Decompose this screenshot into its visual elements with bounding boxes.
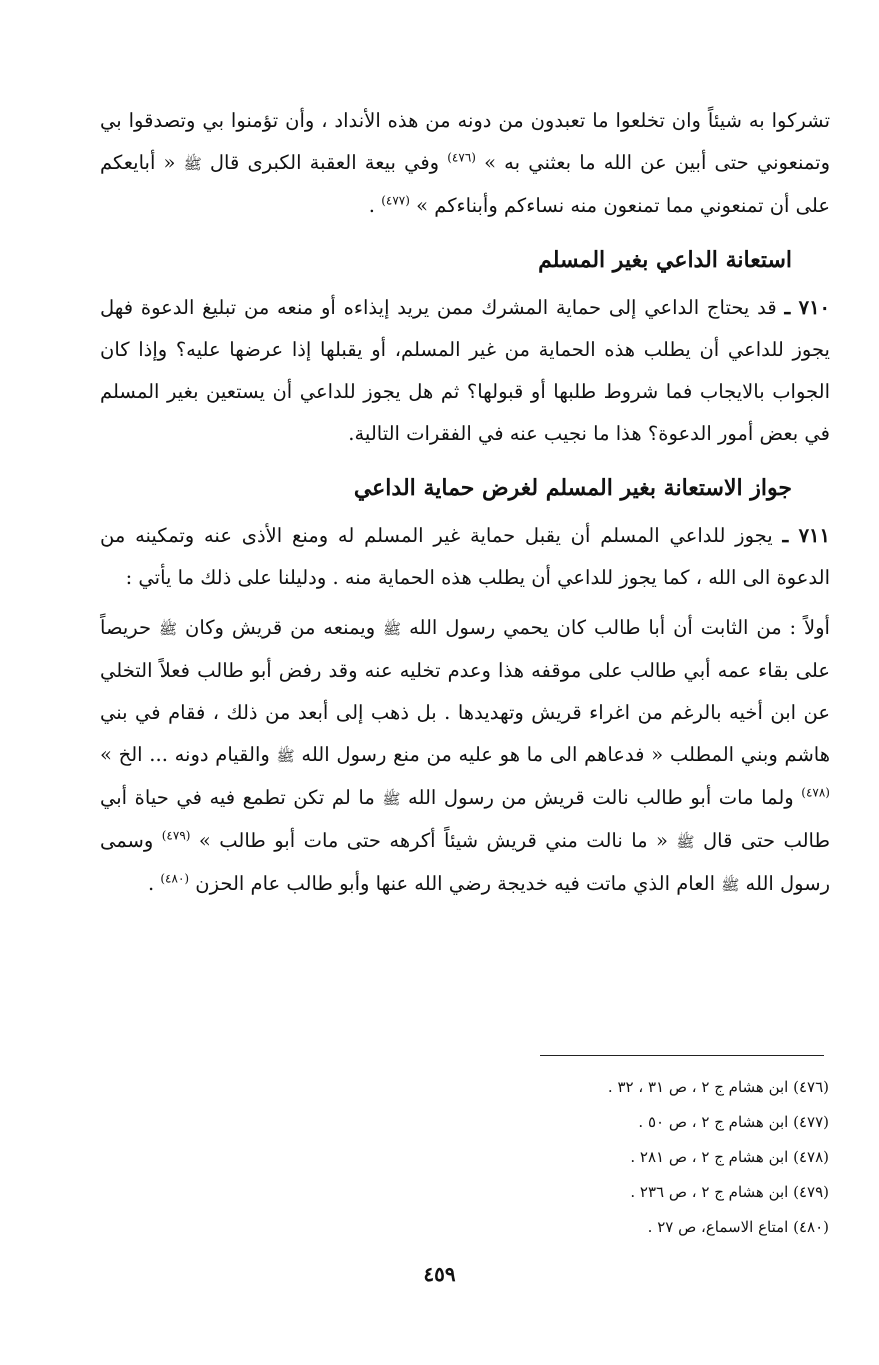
footnote: (٤٨٠) امتاع الاسماع، ص ٢٧ . bbox=[647, 1218, 829, 1236]
footnote-divider bbox=[540, 1055, 824, 1056]
footnotes bbox=[499, 1070, 829, 1245]
paragraph-text: ما لم تكن تطمع فيه في حياة أبي طالب حتى قال bbox=[100, 786, 830, 852]
paragraph-text: . bbox=[368, 194, 375, 217]
paragraph-text: تشركوا به شيئاً وان تخلعوا ما تعبدون من دونه من هذه الأنداد ، وأن تؤمنوا بي وتصدقوا بي وتمنعوني حتى أبين عن الله ما بعثني به » bbox=[100, 109, 831, 174]
paragraph-text: . bbox=[147, 872, 155, 895]
salutation-glyph: ﷺ bbox=[383, 620, 402, 638]
section-heading: استعانة الداعي بغير المسلم bbox=[538, 247, 792, 273]
salutation-glyph: ﷺ bbox=[382, 790, 401, 808]
paragraph-text: قد يحتاج الداعي إلى حماية المشرك ممن يريد إيذاءه أو منعه من تبليغ الدعوة فهل يجوز للداعي أن يطلب هذه الحماية من غير المسلم، أو يقبلها إذا عرضها عليه؟ وإذا كان الجواب بالايجاب فما شروط طلبها أو قبولها؟ ثم هل يجوز للداعي أن يستعين بغير المسلم في بعض أمور الدعوة؟ هذا ما نجيب عنه في الفقرات التالية. bbox=[100, 296, 830, 445]
footnote-ref: (٤٨٠) bbox=[160, 871, 190, 886]
paragraph-text: « أبايعكم على أن تمنعوني مما تمنعون منه نساءكم وأبناءكم » bbox=[100, 151, 830, 217]
footnote-ref: (٤٧٨) bbox=[801, 785, 830, 800]
salutation-glyph: ﷺ bbox=[276, 747, 295, 765]
paragraph-text: العام الذي ماتت فيه خديجة رضي الله عنها وأبو طالب عام الحزن bbox=[195, 872, 715, 895]
salutation-glyph: ﷺ bbox=[676, 833, 695, 851]
paragraph-number: ٧١١ ـ bbox=[782, 524, 830, 547]
paragraph-text: وفي بيعة العقبة الكبرى قال bbox=[209, 151, 440, 174]
paragraph-text: وسمى رسول الله bbox=[100, 829, 830, 895]
paragraph-text: يجوز للداعي المسلم أن يقبل حماية غير المسلم له ومنع الأذى عنه وتمكينه من الدعوة الى الله ، كما يجوز للداعي أن يطلب هذه الحماية منه . ودليلنا على ذلك ما يأتي : bbox=[100, 524, 830, 589]
page-number: ٤٥٩ bbox=[423, 1262, 456, 1286]
footnote-ref: (٤٧٦) bbox=[447, 150, 476, 165]
paragraph-710 bbox=[100, 287, 830, 455]
paragraph-first-proof bbox=[100, 607, 830, 906]
footnote: (٤٧٦) ابن هشام ج ٢ ، ص ٣١ ، ٣٢ . bbox=[607, 1078, 829, 1096]
paragraph-number: ٧١٠ ـ bbox=[784, 296, 831, 319]
salutation-glyph: ﷺ bbox=[158, 620, 178, 638]
paragraph-intro bbox=[100, 100, 830, 227]
paragraph-text: حريصاً على بقاء عمه أبي طالب على موقفه هذا وعدم تخليه عنه وقد رفض أبو طالب فعلاً التخلي عن ابن أخيه بالرغم من اغراء قريش وتهديدها . بل ذهب إلى أبعد من ذلك ، فقام في بني هاشم وبني المطلب « فدعاهم الى ما هو عليه من منع رسول الله bbox=[100, 616, 831, 766]
paragraph-text: أولاً : من الثابت أن أبا طالب كان يحمي رسول الله bbox=[409, 616, 830, 639]
page-body bbox=[100, 100, 830, 906]
footnote: (٤٧٩) ابن هشام ج ٢ ، ص ٢٣٦ . bbox=[630, 1183, 829, 1201]
footnote: (٤٧٧) ابن هشام ج ٢ ، ص ٥٠ . bbox=[638, 1113, 829, 1131]
footnote-ref: (٤٧٩) bbox=[161, 828, 191, 843]
paragraph-text: والقيام دونه ... الخ » bbox=[100, 743, 270, 766]
salutation-glyph: ﷺ bbox=[721, 876, 740, 894]
salutation-glyph: ﷺ bbox=[183, 155, 202, 173]
paragraph-text: ولما مات أبو طالب نالت قريش من رسول الله bbox=[408, 786, 794, 809]
section-heading: جواز الاستعانة بغير المسلم لغرض حماية الداعي bbox=[353, 475, 792, 501]
footnote-ref: (٤٧٧) bbox=[381, 193, 410, 208]
paragraph-711 bbox=[100, 515, 830, 599]
footnote: (٤٧٨) ابن هشام ج ٢ ، ص ٢٨١ . bbox=[630, 1148, 829, 1166]
paragraph-text: ويمنعه من قريش وكان bbox=[185, 616, 376, 639]
paragraph-text: « ما نالت مني قريش شيئاً أكرهه حتى مات أبو طالب » bbox=[198, 829, 668, 852]
